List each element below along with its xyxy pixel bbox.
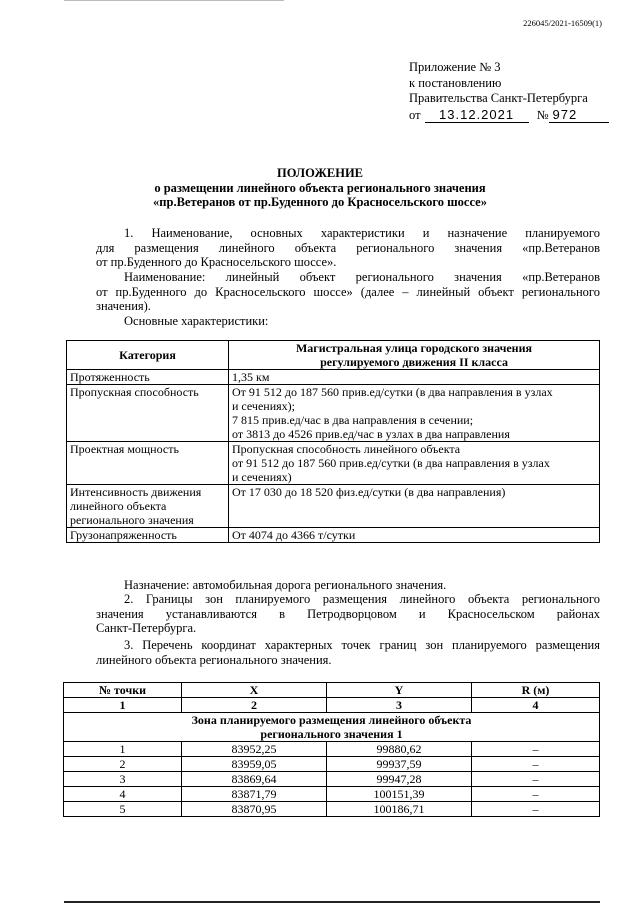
column-number: 3 (327, 698, 472, 713)
characteristics-caption (96, 314, 600, 329)
cell-line: Интенсивность движения (70, 485, 202, 499)
table-row (67, 528, 600, 543)
x-coordinate: 83869,64 (182, 772, 327, 787)
cell-line: От 4074 до 4366 т/сутки (232, 528, 356, 542)
radius: – (472, 802, 600, 817)
zone-title (64, 713, 600, 742)
y-coordinate: 99947,28 (327, 772, 472, 787)
table-row (64, 757, 600, 772)
appendix-block (409, 60, 609, 123)
cell-line: от 91 512 до 187 560 прив.ед/сутки (в два направления в узлах (232, 456, 550, 470)
characteristic-name (67, 442, 229, 485)
cell-line: регионального значения (70, 513, 194, 527)
para-line: значения). (96, 299, 151, 314)
category-header: Категория (67, 341, 229, 370)
point-number: 2 (64, 757, 182, 772)
y-coordinate: 99880,62 (327, 742, 472, 757)
category-value-header (229, 341, 600, 370)
characteristic-value (229, 528, 600, 543)
radius: – (472, 757, 600, 772)
number-prefix: № (536, 107, 549, 122)
table-row (64, 787, 600, 802)
point-number: 4 (64, 787, 182, 802)
table-header-row (67, 341, 600, 370)
para-line: Назначение: автомобильная дорога регионального значения. (124, 578, 447, 592)
para-line: от пр.Буденного до Красносельского шоссе». (96, 255, 337, 270)
point-number: 5 (64, 802, 182, 817)
table-row (67, 485, 600, 528)
cell-line: Протяженность (70, 370, 150, 384)
radius-header: R (м) (472, 683, 600, 698)
cell-line: 1,35 км (232, 370, 270, 384)
cell-line: и сечениях) (232, 470, 292, 484)
cell-line: линейного объекта (70, 499, 167, 513)
top-rule (64, 0, 284, 1)
title-line-3: «пр.Ветеранов от пр.Буденного до Красносельского шоссе» (153, 195, 487, 209)
characteristic-value (229, 370, 600, 385)
header-line: Магистральная улица городского значения (295, 341, 533, 355)
para-line: 3. Перечень координат характерных точек границ зон планируемого размещения (124, 638, 600, 652)
characteristics-table (66, 340, 600, 543)
characteristic-name (67, 370, 229, 385)
column-number: 1 (64, 698, 182, 713)
para-line: от пр.Буденного до Красносельского шоссе» (далее – линейный объект регионального (96, 284, 600, 299)
x-coordinate: 83871,79 (182, 787, 327, 802)
x-coordinate: 83959,05 (182, 757, 327, 772)
radius: – (472, 787, 600, 802)
cell-line: Проектная мощность (70, 442, 179, 456)
para-line: для размещения линейного объекта регионального значения «пр.Ветеранов (96, 240, 600, 255)
table-row (64, 742, 600, 757)
coordinates-table (63, 682, 600, 817)
table-row (67, 370, 600, 385)
bottom-rule (64, 901, 600, 903)
radius: – (472, 742, 600, 757)
decree-number: 972 (549, 107, 609, 124)
appendix-date-line (409, 107, 609, 124)
y-coordinate: 100151,39 (327, 787, 472, 802)
document-title (0, 166, 640, 210)
cell-line: Пропускная способность (70, 385, 199, 399)
para-line: 2. Границы зон планируемого размещения линейного объекта регионального (124, 592, 600, 606)
table-row (67, 442, 600, 485)
table-row (64, 772, 600, 787)
point-number: 1 (64, 742, 182, 757)
para-line: Основные характеристики: (124, 314, 269, 328)
cell-line: От 91 512 до 187 560 прив.ед/сутки (в два направления в узлах (232, 385, 553, 399)
point-number-header: № точки (64, 683, 182, 698)
header-line: регулируемого движения II класса (320, 355, 508, 369)
name-paragraph (96, 270, 600, 314)
column-numbering-row (64, 698, 600, 713)
zone-row (64, 713, 600, 742)
y-coordinate: 99937,59 (327, 757, 472, 772)
characteristic-name (67, 528, 229, 543)
section-1-paragraph (96, 226, 600, 270)
x-header: X (182, 683, 327, 698)
cell-line: Пропускная способность линейного объекта (232, 442, 461, 456)
document-id: 226045/2021-16509(1) (523, 18, 602, 28)
characteristic-name (67, 385, 229, 442)
cell-line: От 17 030 до 18 520 физ.ед/сутки (в два направления) (232, 485, 506, 499)
y-coordinate: 100186,71 (327, 802, 472, 817)
title-line-2: о размещении линейного объекта регионального значения (154, 180, 486, 195)
cell-line: Грузонапряженность (70, 528, 177, 542)
para-line: 1. Наименование, основных характеристики и назначение планируемого (124, 226, 600, 240)
y-header: Y (327, 683, 472, 698)
title-line-1: ПОЛОЖЕНИЕ (276, 166, 364, 180)
radius: – (472, 772, 600, 787)
appendix-line-1: Приложение № 3 (409, 60, 501, 74)
decree-date: 13.12.2021 (425, 107, 529, 124)
purpose-paragraph (96, 578, 600, 593)
column-number: 4 (472, 698, 600, 713)
appendix-line-3: Правительства Санкт-Петербурга (409, 91, 588, 105)
characteristic-value (229, 485, 600, 528)
characteristic-value (229, 385, 600, 442)
date-prefix: от (409, 107, 421, 122)
para-line: линейного объекта регионального значения. (96, 652, 332, 667)
section-3-paragraph (96, 638, 600, 667)
characteristic-value (229, 442, 600, 485)
x-coordinate: 83870,95 (182, 802, 327, 817)
cell-line: и сечениях); (232, 399, 295, 413)
table-row (67, 385, 600, 442)
column-number: 2 (182, 698, 327, 713)
characteristic-name (67, 485, 229, 528)
point-number: 3 (64, 772, 182, 787)
para-line: Санкт-Петербурга. (96, 621, 197, 636)
section-2-paragraph (96, 592, 600, 636)
para-line: Наименование: линейный объект регионального значения «пр.Ветеранов (124, 270, 600, 284)
zone-line: Зона планируемого размещения линейного объекта (191, 713, 472, 727)
cell-line: 7 815 прив.ед/час в два направления в сечении; (232, 413, 474, 427)
cell-line: от 3813 до 4526 прив.ед/час в узлах в два направления (232, 427, 510, 441)
table-row (64, 802, 600, 817)
coords-header-row (64, 683, 600, 698)
para-line: значения устанавливаются в Петродворцовом и Красносельском районах (96, 606, 600, 621)
zone-line: регионального значения 1 (260, 727, 403, 741)
appendix-line-2: к постановлению (409, 75, 502, 90)
x-coordinate: 83952,25 (182, 742, 327, 757)
